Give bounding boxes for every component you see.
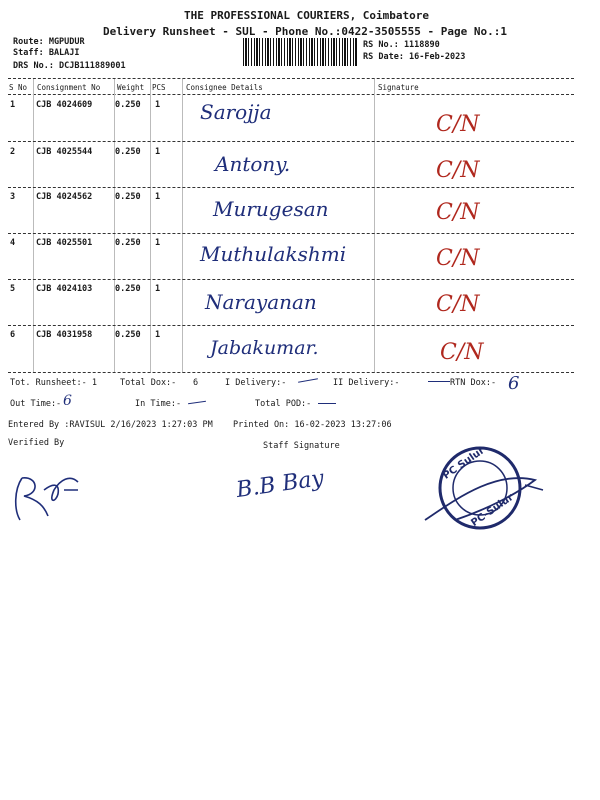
total-dox-label: Total Dox:- xyxy=(120,378,177,388)
drs-number: DRS No.: DCJB111889001 xyxy=(13,61,126,71)
row-pcs: 1 xyxy=(155,192,161,202)
row-weight: 0.250 xyxy=(115,192,141,202)
row-sno: 2 xyxy=(10,147,16,157)
staff-label: Staff: BALAJI xyxy=(13,48,80,58)
company-name: THE PROFESSIONAL COURIERS, Coimbatore xyxy=(184,9,430,22)
stamp-text-bottom: PC-Sulur xyxy=(469,491,516,530)
row-sno: 1 xyxy=(10,100,16,110)
total-dox-value: 6 xyxy=(193,378,199,388)
out-time-value: 6 xyxy=(63,393,72,409)
col-consignment: Consignment No xyxy=(37,83,101,92)
row-consignee-handwritten: Muthulakshmi xyxy=(200,242,347,266)
in-time-dash xyxy=(188,401,206,404)
row-sno: 5 xyxy=(10,284,16,294)
row-pcs: 1 xyxy=(155,284,161,294)
rs-date: RS Date: 16-Feb-2023 xyxy=(363,52,466,62)
barcode xyxy=(243,38,358,66)
row-consignment: CJB 4024609 xyxy=(36,100,93,110)
runsheet-title: Delivery Runsheet - SUL - Phone No.:0422-3505555 - Page No.:1 xyxy=(103,25,507,38)
row-weight: 0.250 xyxy=(115,238,141,248)
row-consignee-handwritten: Sarojja xyxy=(200,100,272,124)
row-signature: C/N xyxy=(436,292,480,317)
row-weight: 0.250 xyxy=(115,330,141,340)
printed-on: Printed On: 16-02-2023 13:27:06 xyxy=(233,420,392,430)
verified-by-label: Verified By xyxy=(8,438,65,448)
total-pod-label: Total POD:- xyxy=(255,399,312,409)
row-pcs: 1 xyxy=(155,330,161,340)
rs-number: RS No.: 1118890 xyxy=(363,40,440,50)
row-sno: 3 xyxy=(10,192,16,202)
row-pcs: 1 xyxy=(155,238,161,248)
rtn-dox-label: RTN Dox:- xyxy=(450,378,497,388)
staff-signature-handwritten: B.B Bay xyxy=(234,465,326,504)
row-consignee-handwritten: Jabakumar. xyxy=(210,337,319,359)
row-weight: 0.250 xyxy=(115,284,141,294)
row-signature: C/N xyxy=(440,340,484,365)
ii-delivery-label: II Delivery:- xyxy=(333,378,400,388)
row-consignee-handwritten: Narayanan xyxy=(205,290,317,314)
col-consignee: Consignee Details xyxy=(186,83,263,92)
row-signature: C/N xyxy=(436,112,480,137)
in-time-label: In Time:- xyxy=(135,399,182,409)
stamp-text-top: PC Sulur xyxy=(441,445,487,482)
i-delivery-dash xyxy=(298,378,318,382)
col-signature: Signature xyxy=(378,83,419,92)
col-pcs: PCS xyxy=(152,83,166,92)
entered-by: Entered By :RAVISUL 2/16/2023 1:27:03 PM xyxy=(8,420,213,430)
row-sno: 6 xyxy=(10,330,16,340)
row-consignment: CJB 4024562 xyxy=(36,192,93,202)
col-sno: S No xyxy=(9,83,28,92)
row-weight: 0.250 xyxy=(115,100,141,110)
row-weight: 0.250 xyxy=(115,147,141,157)
row-consignment: CJB 4024103 xyxy=(36,284,93,294)
row-signature: C/N xyxy=(436,246,480,271)
row-sno: 4 xyxy=(10,238,16,248)
tot-runsheet: Tot. Runsheet:- 1 xyxy=(10,378,97,388)
i-delivery-label: I Delivery:- xyxy=(225,378,287,388)
total-pod-dash xyxy=(318,403,336,404)
row-consignee-handwritten: Murugesan xyxy=(213,197,329,221)
row-consignment: CJB 4025544 xyxy=(36,147,93,157)
ii-delivery-dash xyxy=(428,381,450,382)
out-time-label: Out Time:- xyxy=(10,399,62,409)
staff-signature-label: Staff Signature xyxy=(263,441,340,451)
row-pcs: 1 xyxy=(155,100,161,110)
row-consignee-handwritten: Antony. xyxy=(215,152,291,176)
col-weight: Weight xyxy=(117,83,145,92)
rtn-dox-value: 6 xyxy=(508,373,520,394)
route-label: Route: MGPUDUR xyxy=(13,37,85,47)
row-pcs: 1 xyxy=(155,147,161,157)
row-consignment: CJB 4031958 xyxy=(36,330,93,340)
verified-signature-image xyxy=(8,460,88,530)
row-signature: C/N xyxy=(436,158,480,183)
row-signature: C/N xyxy=(436,200,480,225)
row-consignment: CJB 4025501 xyxy=(36,238,93,248)
